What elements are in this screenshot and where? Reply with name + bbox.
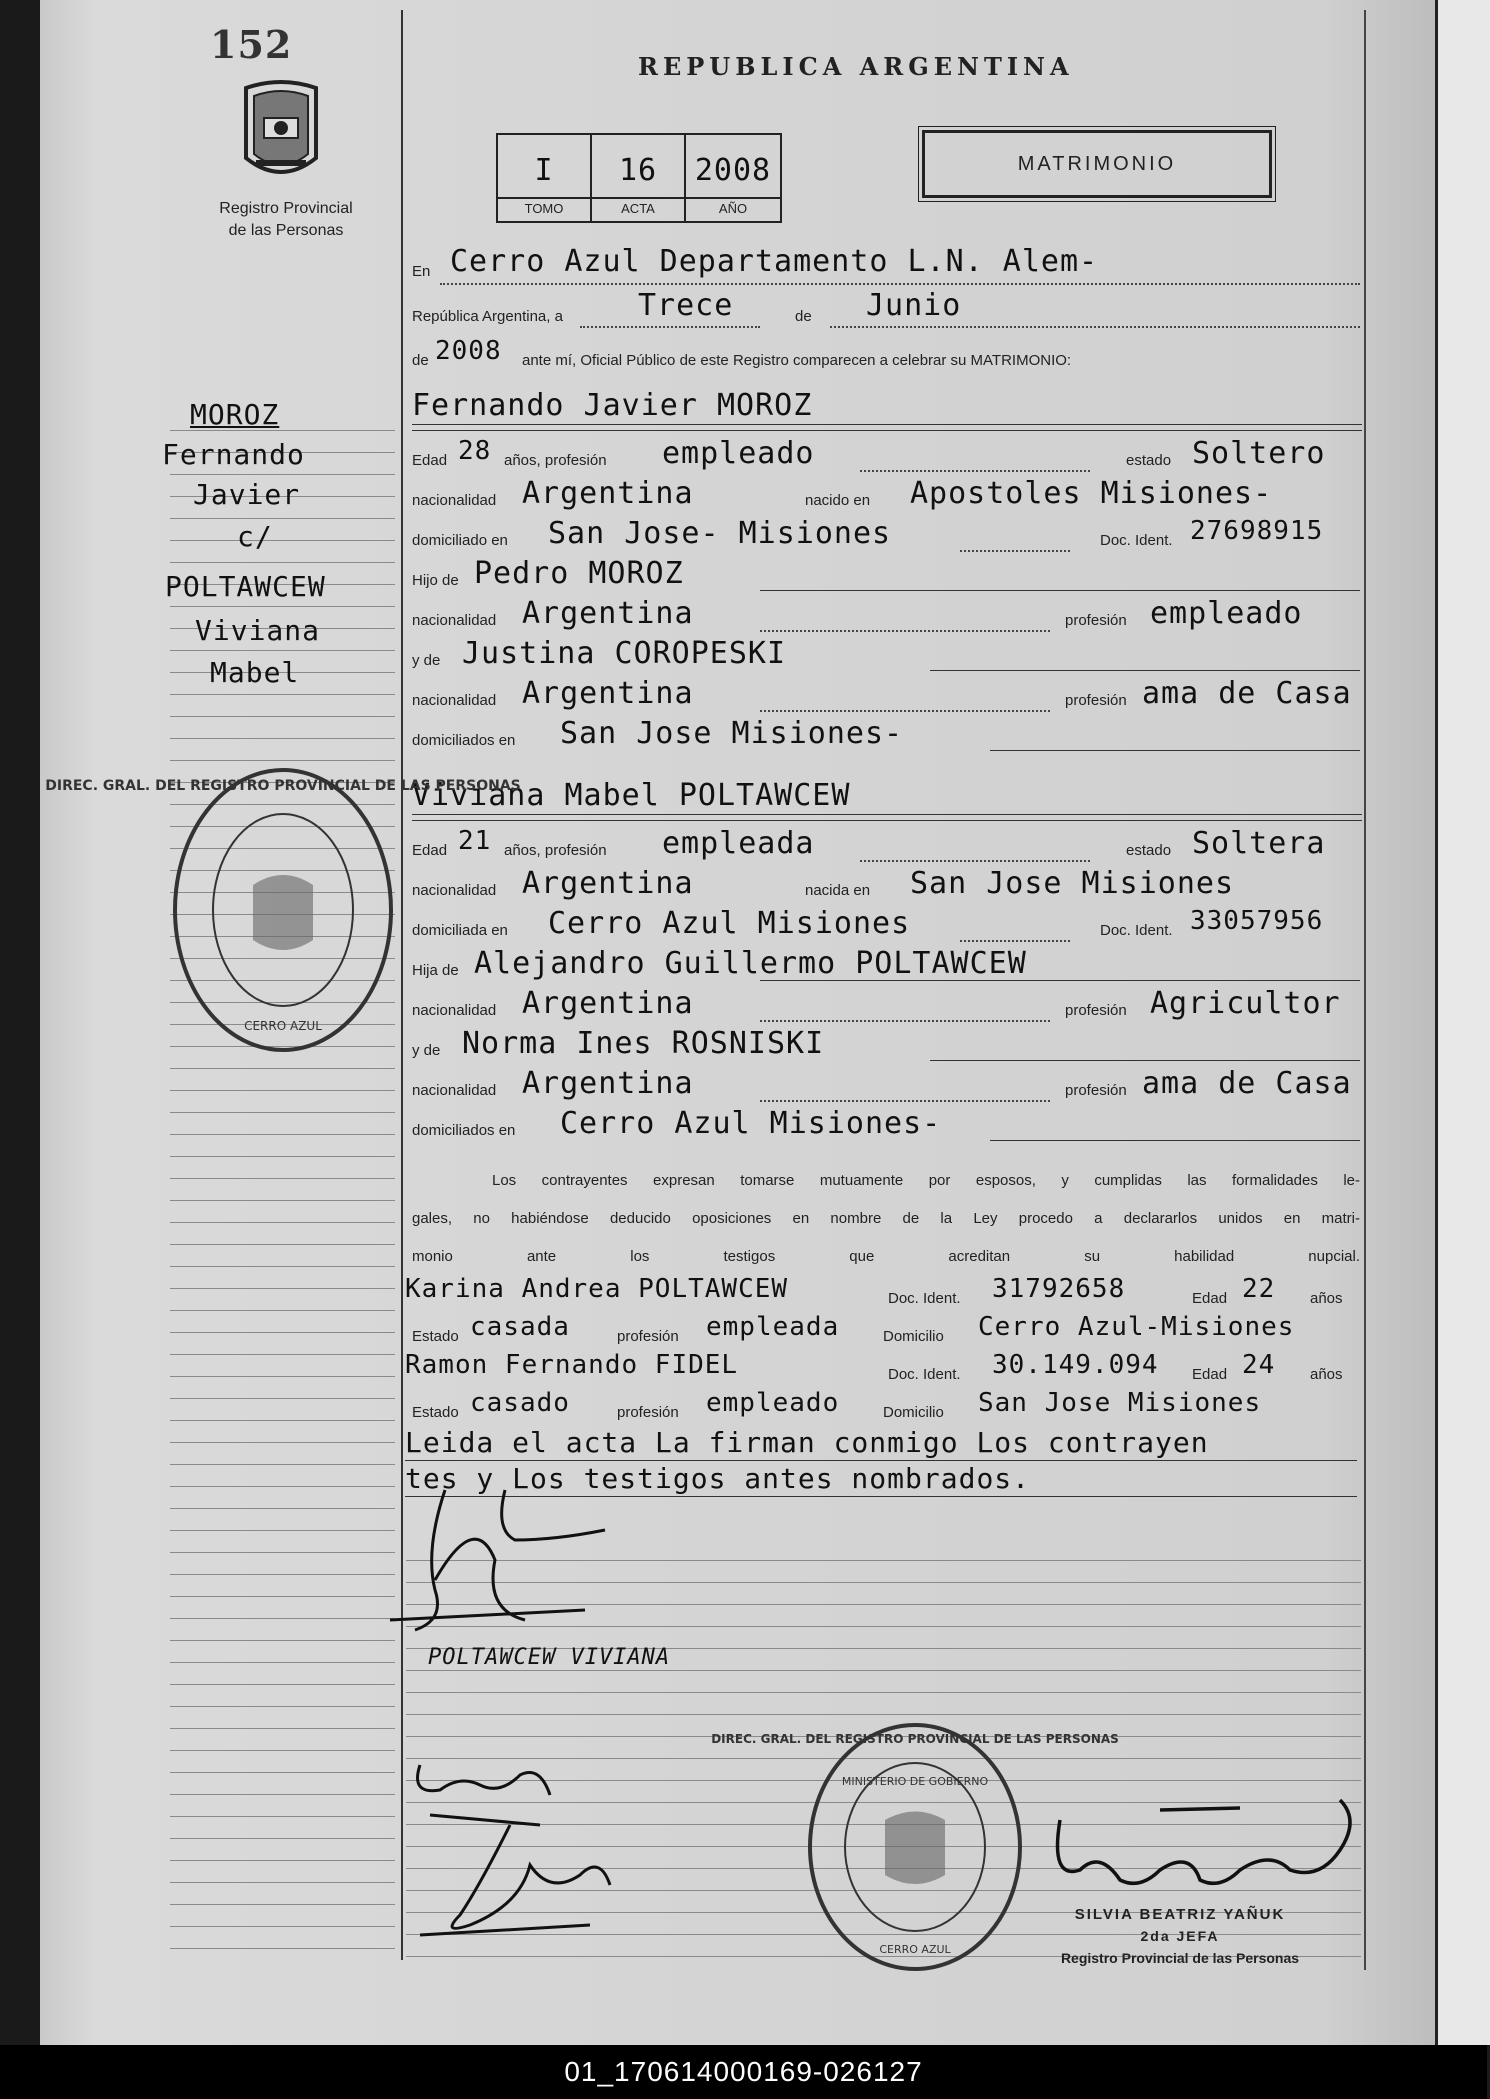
margin-rule	[170, 738, 395, 739]
groom-mother-nationality: Argentina	[522, 676, 694, 711]
margin-rule	[170, 1508, 395, 1509]
witness2-dom-label: Domicilio	[883, 1404, 944, 1421]
margin-rule	[170, 1794, 395, 1795]
bride-father-prof-label: profesión	[1065, 1002, 1127, 1019]
bride-domicile: Cerro Azul Misiones	[548, 906, 911, 941]
next-page-edge	[1435, 0, 1490, 2045]
scan-id-footer: 01_170614000169-026127	[0, 2045, 1487, 2099]
margin-rule	[170, 606, 395, 607]
bride-mother-nac-label: nacionalidad	[412, 1082, 497, 1099]
fill-line	[412, 820, 1362, 821]
groom-edad-label: Edad	[412, 452, 448, 469]
de-label: de	[795, 308, 812, 325]
witness1-dom-label: Domicilio	[883, 1328, 944, 1345]
margin-note-line: Javier	[193, 478, 301, 511]
witness2-estado-label: Estado	[412, 1404, 459, 1421]
groom-born-label: nacido en	[805, 492, 871, 509]
groom-father: Pedro MOROZ	[474, 556, 684, 591]
groom-father-prof-label: profesión	[1065, 612, 1127, 629]
bride-anos-label: años, profesión	[504, 842, 607, 859]
year-prefix: de	[412, 352, 429, 369]
body-rule	[406, 1670, 1361, 1671]
act-type-label: MATRIMONIO	[1017, 153, 1177, 175]
fill-line	[412, 430, 1362, 431]
tomo-label: TOMO	[524, 201, 564, 216]
margin-rule	[170, 1156, 395, 1157]
groom-nationality: Argentina	[522, 476, 694, 511]
witness2-name: Ramon Fernando FIDEL	[405, 1350, 739, 1380]
margin-rule	[170, 1200, 395, 1201]
bride-father-nac-label: nacionalidad	[412, 1002, 497, 1019]
witness1-domicile: Cerro Azul-Misiones	[978, 1312, 1295, 1342]
margin-rule	[170, 1662, 395, 1663]
declaration-line: monio ante los testigos que acreditan su habilidad nupcial.	[412, 1248, 1360, 1265]
groom-father-nac-label: nacionalidad	[412, 612, 497, 629]
groom-signature	[385, 1470, 645, 1640]
folio-number: 152	[210, 22, 293, 67]
fill-line	[760, 710, 1050, 712]
bride-mother-profession: ama de Casa	[1142, 1066, 1352, 1101]
fill-line	[440, 283, 1360, 285]
bride-born-label: nacida en	[805, 882, 871, 899]
acta-value: 16	[618, 153, 658, 188]
bride-signature: POLTAWCEW VIVIANA	[428, 1645, 671, 1670]
fill-line	[760, 630, 1050, 632]
margin-rule	[170, 1420, 395, 1421]
margin-rule	[170, 1860, 395, 1861]
republica-label: República Argentina, a	[412, 308, 563, 325]
fill-line	[960, 940, 1070, 942]
official-signature	[1040, 1790, 1370, 1910]
witness1-edad-label: Edad	[1192, 1290, 1228, 1307]
fill-line	[760, 1020, 1050, 1022]
fill-line	[405, 1460, 1357, 1461]
margin-rule	[170, 1882, 395, 1883]
witness1-profession: empleada	[706, 1312, 840, 1342]
groom-doc: 27698915	[1190, 516, 1324, 546]
groom-status: Soltero	[1192, 436, 1326, 471]
stamp-bottom-outer-text: DIREC. GRAL. DEL REGISTRO PROVINCIAL DE LAS PERSONAS	[711, 1732, 1119, 1746]
margin-rule	[170, 1398, 395, 1399]
margin-rule	[170, 1134, 395, 1135]
witness1-name: Karina Andrea POLTAWCEW	[405, 1274, 789, 1304]
groom-mother-profession: ama de Casa	[1142, 676, 1352, 711]
official-office: Registro Provincial de las Personas	[1060, 1950, 1300, 1966]
fill-line	[990, 1140, 1360, 1141]
closing-line: tes y Los testigos antes nombrados.	[405, 1462, 1031, 1495]
margin-rule	[170, 1244, 395, 1245]
stamp-bottom-inner-text: MINISTERIO DE GOBIERNO	[841, 1775, 989, 1788]
margin-rule	[170, 1772, 395, 1773]
closing-line: Leida el acta La firman conmigo Los contrayen	[405, 1426, 1209, 1459]
groom-mother-prof-label: profesión	[1065, 692, 1127, 709]
witness-signatures	[400, 1735, 640, 1955]
bride-dom-label: domiciliada en	[412, 922, 508, 939]
groom-mother-label: y de	[412, 652, 441, 669]
margin-rule	[170, 1332, 395, 1333]
margin-rule	[170, 1728, 395, 1729]
margin-rule	[170, 716, 395, 717]
witness1-prof-label: profesión	[617, 1328, 679, 1345]
bride-status: Soltera	[1192, 826, 1326, 861]
intro-text: ante mí, Oficial Público de este Registro comparecen a celebrar su MATRIMONIO:	[522, 352, 1072, 369]
groom-profession: empleado	[662, 436, 815, 471]
fill-line	[412, 814, 1362, 815]
margin-rule	[170, 1750, 395, 1751]
margin-note-line: c/	[237, 520, 273, 553]
bride-mother: Norma Ines ROSNISKI	[462, 1026, 825, 1061]
groom-birthplace: Apostoles Misiones-	[910, 476, 1273, 511]
fill-line	[580, 326, 760, 328]
fill-line	[760, 1100, 1050, 1102]
margin-rule	[170, 1838, 395, 1839]
act-type-box	[922, 130, 1272, 198]
official-name: SILVIA BEATRIZ YAÑUK	[1074, 1906, 1286, 1923]
acta-label: ACTA	[621, 201, 655, 216]
fill-line	[930, 1060, 1360, 1061]
margin-rule	[170, 518, 395, 519]
groom-estado-label: estado	[1126, 452, 1172, 469]
bride-father-profession: Agricultor	[1150, 986, 1341, 1021]
groom-parents-dom-label: domiciliados en	[412, 732, 516, 749]
witness2-prof-label: profesión	[617, 1404, 679, 1421]
declaration-line: Los contrayentes expresan tomarse mutuamente por esposos, y cumplidas las formalidades le-	[492, 1172, 1360, 1189]
fill-line	[412, 424, 1362, 425]
bride-parents-dom-label: domiciliados en	[412, 1122, 516, 1139]
margin-rule	[170, 562, 395, 563]
official-title: 2da JEFA	[1140, 1928, 1220, 1944]
witness1-estado-label: Estado	[412, 1328, 459, 1345]
bride-father-nationality: Argentina	[522, 986, 694, 1021]
margin-note-line: Fernando	[162, 438, 305, 471]
bride-mother-label: y de	[412, 1042, 441, 1059]
witness2-doc: 30.149.094	[992, 1350, 1159, 1380]
margin-rule	[170, 1486, 395, 1487]
declaration-line: gales, no habiéndose deducido oposiciones en nombre de la Ley procedo a declararlos unidos en matri-	[412, 1210, 1360, 1227]
en-label: En	[412, 263, 431, 280]
country-heading: REPUBLICA ARGENTINA	[638, 52, 1074, 81]
witness2-doc-label: Doc. Ident.	[888, 1366, 961, 1383]
groom-doc-label: Doc. Ident.	[1100, 532, 1173, 549]
margin-note-line: Viviana	[195, 614, 321, 647]
margin-rule	[170, 1464, 395, 1465]
record-number-box	[496, 133, 782, 223]
fill-line	[990, 750, 1360, 751]
margin-note-line: POLTAWCEW	[165, 570, 326, 603]
bride-estado-label: estado	[1126, 842, 1172, 859]
witness2-status: casado	[470, 1388, 570, 1418]
margin-rule	[170, 1266, 395, 1267]
fill-line	[930, 670, 1360, 671]
stamp-left-outer-text: DIREC. GRAL. DEL REGISTRO PROVINCIAL DE LAS PERSONAS	[45, 778, 521, 794]
margin-note-line: Mabel	[210, 656, 300, 689]
bride-parents-domicile: Cerro Azul Misiones-	[560, 1106, 942, 1141]
margin-divider	[401, 10, 403, 1960]
groom-domicile: San Jose- Misiones	[548, 516, 892, 551]
fill-line	[960, 550, 1070, 552]
bride-doc: 33057956	[1190, 906, 1324, 936]
ano-value: 2008	[694, 153, 772, 188]
place-value: Cerro Azul Departamento L.N. Alem-	[450, 244, 1099, 279]
bride-mother-nationality: Argentina	[522, 1066, 694, 1101]
witness1-anos-label: años	[1310, 1290, 1343, 1307]
bride-father-label: Hija de	[412, 962, 459, 979]
margin-rule	[170, 1684, 395, 1685]
groom-age: 28	[458, 436, 492, 466]
bride-name: Viviana Mabel POLTAWCEW	[412, 778, 851, 813]
witness2-edad-label: Edad	[1192, 1366, 1228, 1383]
margin-rule	[170, 1090, 395, 1091]
fill-line	[860, 860, 1090, 862]
year-value: 2008	[435, 336, 502, 366]
groom-father-profession: empleado	[1150, 596, 1303, 631]
month-value: Junio	[866, 288, 962, 323]
margin-rule	[170, 650, 395, 651]
registry-logo-icon	[236, 78, 326, 183]
groom-parents-domicile: San Jose Misiones-	[560, 716, 904, 751]
groom-father-label: Hijo de	[412, 572, 459, 589]
registry-name-line1: Registro Provincial	[219, 200, 353, 217]
groom-mother: Justina COROPESKI	[462, 636, 787, 671]
right-border	[1364, 10, 1366, 1970]
ano-label: AÑO	[718, 201, 748, 216]
margin-rule	[170, 1574, 395, 1575]
tomo-value: I	[534, 153, 554, 188]
bride-doc-label: Doc. Ident.	[1100, 922, 1173, 939]
bride-mother-prof-label: profesión	[1065, 1082, 1127, 1099]
margin-rule	[170, 1552, 395, 1553]
margin-rule	[170, 1596, 395, 1597]
margin-rule	[170, 474, 395, 475]
stamp-left-bottom-text: CERRO AZUL	[244, 1019, 322, 1033]
body-rule	[406, 1692, 1361, 1693]
margin-rule	[170, 1068, 395, 1069]
witness1-status: casada	[470, 1312, 570, 1342]
registry-name-line2: de las Personas	[228, 222, 344, 239]
witness2-anos-label: años	[1310, 1366, 1343, 1383]
fill-line	[830, 326, 1360, 328]
margin-rule	[170, 1640, 395, 1641]
witness2-profession: empleado	[706, 1388, 840, 1418]
groom-father-nationality: Argentina	[522, 596, 694, 631]
fill-line	[760, 980, 1360, 981]
groom-mother-nac-label: nacionalidad	[412, 692, 497, 709]
witness1-doc-label: Doc. Ident.	[888, 1290, 961, 1307]
margin-note-line: MOROZ	[190, 398, 280, 431]
registry-stamp-bottom	[711, 1715, 1119, 1980]
bride-nacionalidad-label: nacionalidad	[412, 882, 497, 899]
stamp-bottom-bottom-text: CERRO AZUL	[879, 1943, 951, 1956]
margin-rule	[170, 1376, 395, 1377]
margin-rule	[170, 1222, 395, 1223]
margin-rule	[170, 1706, 395, 1707]
groom-dom-label: domiciliado en	[412, 532, 508, 549]
groom-name: Fernando Javier MOROZ	[412, 388, 813, 423]
groom-anos-label: años, profesión	[504, 452, 607, 469]
witness1-doc: 31792658	[992, 1274, 1126, 1304]
margin-rule	[170, 1948, 395, 1949]
witness2-domicile: San Jose Misiones	[978, 1388, 1262, 1418]
margin-rule	[170, 1904, 395, 1905]
fill-line	[760, 590, 1360, 591]
day-value: Trece	[638, 288, 734, 323]
bride-edad-label: Edad	[412, 842, 448, 859]
witness1-age: 22	[1242, 1274, 1276, 1304]
margin-rule	[170, 1530, 395, 1531]
margin-rule	[170, 1442, 395, 1443]
margin-rule	[170, 1112, 395, 1113]
margin-rule	[170, 1816, 395, 1817]
margin-rule	[170, 1618, 395, 1619]
bride-birthplace: San Jose Misiones	[910, 866, 1235, 901]
bride-nationality: Argentina	[522, 866, 694, 901]
margin-rule	[170, 1310, 395, 1311]
bride-age: 21	[458, 826, 492, 856]
bride-profession: empleada	[662, 826, 815, 861]
margin-rule	[170, 1354, 395, 1355]
groom-nacionalidad-label: nacionalidad	[412, 492, 497, 509]
fill-line	[860, 470, 1090, 472]
witness2-age: 24	[1242, 1350, 1276, 1380]
bride-father: Alejandro Guillermo POLTAWCEW	[474, 946, 1027, 981]
margin-rule	[170, 1926, 395, 1927]
margin-rule	[170, 1288, 395, 1289]
margin-rule	[170, 1178, 395, 1179]
margin-rule	[170, 540, 395, 541]
margin-rule	[170, 694, 395, 695]
